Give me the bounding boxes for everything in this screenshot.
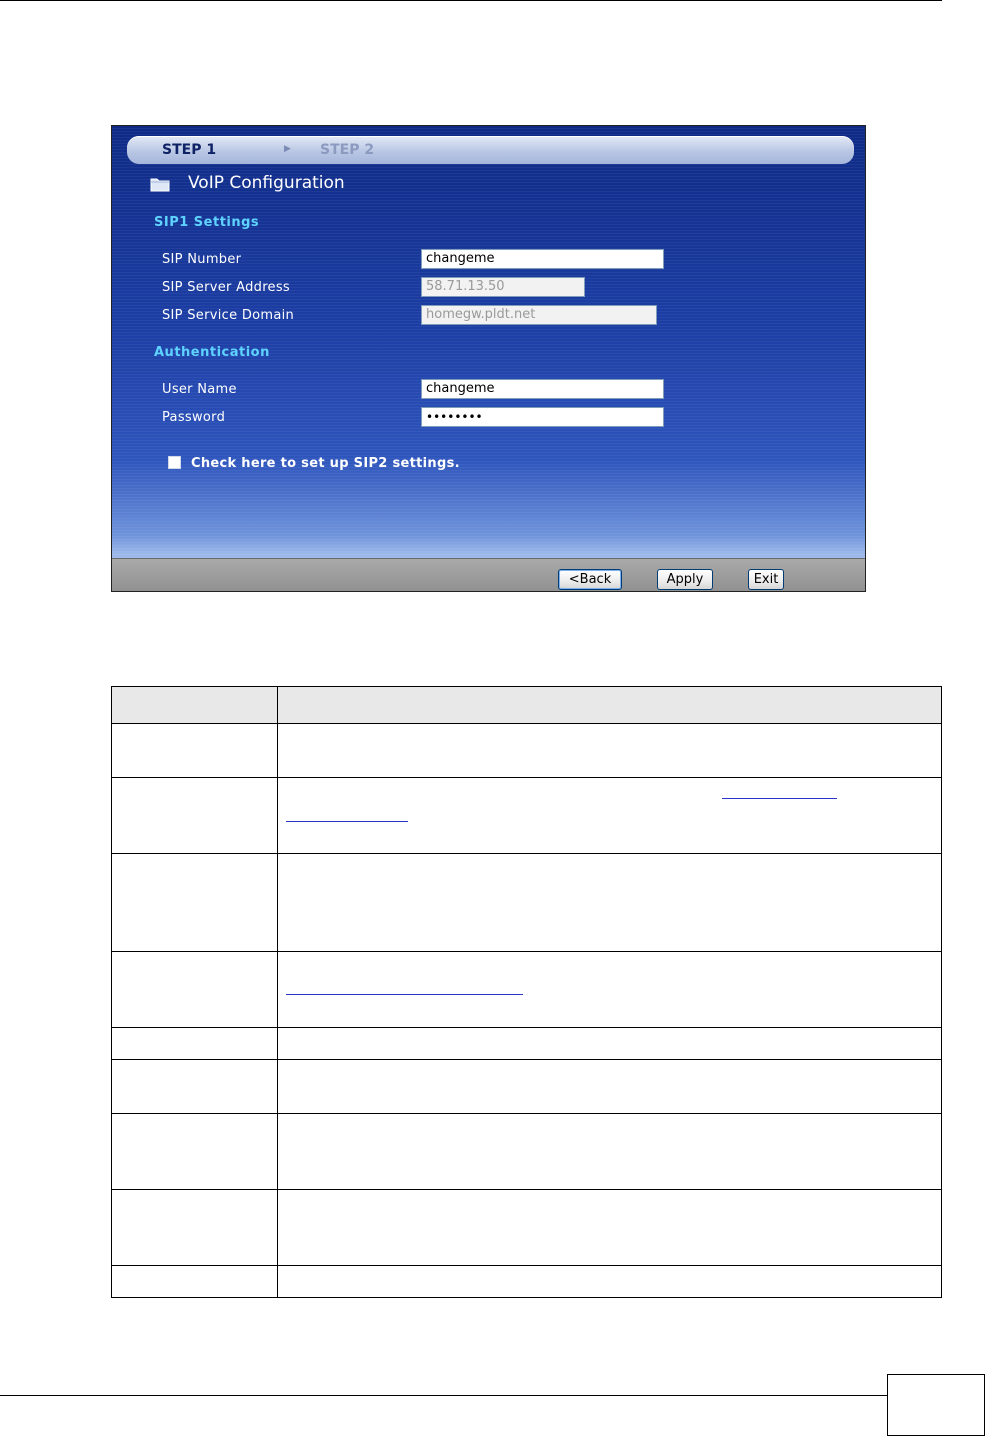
table-row (112, 724, 942, 778)
table-cell (278, 1190, 942, 1266)
table-row (112, 854, 942, 952)
step-arrow-icon: ▶ (284, 144, 291, 154)
sip-server-address-label: SIP Server Address (162, 280, 290, 295)
step-1-label: STEP 1 (162, 142, 217, 158)
field-description-table (111, 686, 942, 1298)
table-cell (112, 952, 278, 1028)
page-title: VoIP Configuration (188, 173, 345, 193)
authentication-heading: Authentication (154, 345, 270, 360)
table-cell (278, 1060, 942, 1114)
table-cell (278, 854, 942, 952)
table-row (112, 1266, 942, 1298)
back-button[interactable]: <Back (558, 569, 622, 590)
table-cell (278, 778, 942, 854)
apply-button[interactable]: Apply (657, 569, 713, 590)
sip-service-domain-label: SIP Service Domain (162, 308, 295, 323)
sip-server-address-input[interactable]: 58.71.13.50 (421, 277, 585, 297)
table-cell (112, 1114, 278, 1190)
table-row (112, 778, 942, 854)
table-row (112, 1114, 942, 1190)
page-number-box (887, 1374, 985, 1436)
sip-number-input[interactable]: changeme (421, 249, 664, 269)
cross-reference-link[interactable] (722, 798, 837, 799)
table-cell (112, 724, 278, 778)
user-name-label: User Name (162, 382, 237, 397)
table-cell (278, 1028, 942, 1060)
footer-rule (0, 1395, 887, 1396)
table-header-label (112, 687, 278, 724)
folder-icon (150, 176, 170, 192)
table-row (112, 1060, 942, 1114)
sip-number-label: SIP Number (162, 252, 242, 267)
table-cell (112, 1266, 278, 1298)
table-header-description (278, 687, 942, 724)
table-row (112, 1028, 942, 1060)
sip1-settings-heading: SIP1 Settings (154, 215, 260, 230)
button-bar (112, 558, 866, 592)
step-bar (127, 136, 854, 164)
sip2-checkbox[interactable] (168, 456, 181, 469)
table-cell (112, 1190, 278, 1266)
table-header-row (112, 687, 942, 724)
top-rule (0, 0, 942, 1)
table-cell (278, 724, 942, 778)
table-cell (112, 1028, 278, 1060)
user-name-input[interactable]: changeme (421, 379, 664, 399)
step-2-label: STEP 2 (320, 142, 375, 158)
cross-reference-link[interactable] (286, 994, 523, 995)
sip-service-domain-input[interactable]: homegw.pldt.net (421, 305, 657, 325)
table-row (112, 952, 942, 1028)
exit-button[interactable]: Exit (748, 569, 784, 590)
table-cell (112, 778, 278, 854)
table-row (112, 1190, 942, 1266)
password-input[interactable]: •••••••• (421, 407, 664, 427)
voip-wizard-panel (111, 125, 866, 592)
sip2-checkbox-label[interactable]: Check here to set up SIP2 settings. (191, 456, 460, 471)
cross-reference-link-continued[interactable] (286, 821, 408, 822)
password-label: Password (162, 410, 226, 425)
table-cell (112, 854, 278, 952)
table-cell (278, 1114, 942, 1190)
table-cell (278, 952, 942, 1028)
table-cell (278, 1266, 942, 1298)
table-cell (112, 1060, 278, 1114)
